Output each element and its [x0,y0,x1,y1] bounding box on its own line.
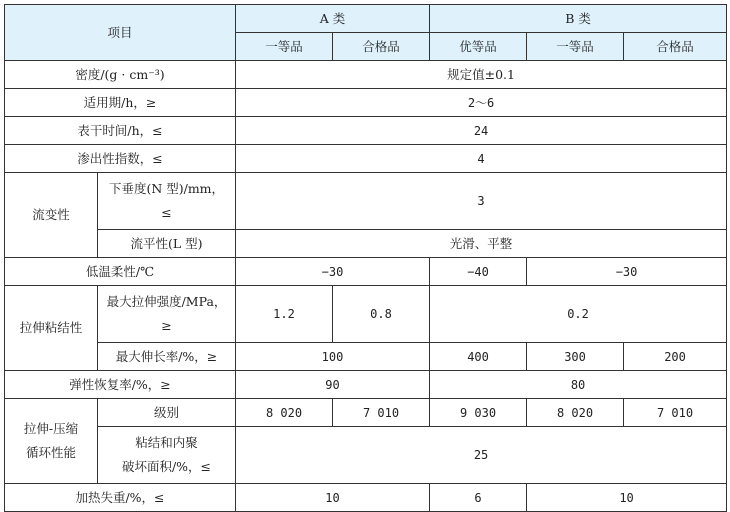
elongation-b-first: 300 [527,343,624,371]
rheology-label: 流变性 [5,173,98,258]
row-leveling [5,230,727,258]
cyclic-level-a-first: 8 020 [236,399,333,427]
row-pot-life [5,89,727,117]
specification-table [4,4,727,512]
low-temp-b-rest: −30 [527,258,727,286]
leveling-label: 流平性(L 型) [98,230,236,258]
elongation-b-qualified: 200 [624,343,727,371]
cyclic-level-b-qualified: 7 010 [624,399,727,427]
tensile-strength-line1: 最大拉伸强度/MPa， [106,294,227,309]
header-a-first-grade: 一等品 [236,33,333,61]
sag-label-line2: ≤ [161,205,172,220]
row-heat-loss [5,484,727,512]
header-class-b: B 类 [430,5,727,33]
heat-loss-b-rest: 10 [527,484,727,512]
low-temp-a: −30 [236,258,430,286]
tensile-strength-a-qualified: 0.8 [333,286,430,343]
density-label: 密度/(g · cm⁻³) [5,61,236,89]
header-b-qualified-grade: 合格品 [624,33,727,61]
heat-loss-b-superior: 6 [430,484,527,512]
header-a-qualified-grade: 合格品 [333,33,430,61]
sag-label [98,173,236,230]
tensile-strength-a-first: 1.2 [236,286,333,343]
pot-life-label: 适用期/h，≥ [5,89,236,117]
elongation-a: 100 [236,343,430,371]
recovery-b: 80 [430,371,727,399]
row-cyclic-level [5,399,727,427]
cyclic-level-b-superior: 9 030 [430,399,527,427]
row-tensile-strength [5,286,727,343]
cyclic-level-b-first: 8 020 [527,399,624,427]
row-low-temp [5,258,727,286]
cyclic-level-label: 级别 [98,399,236,427]
sag-label-line1: 下垂度(N 型)/mm， [108,181,225,196]
sag-value: 3 [236,173,727,230]
elongation-b-superior: 400 [430,343,527,371]
cyclic-damage-line2: 破坏面积/%，≤ [121,459,212,474]
cyclic-level-a-qualified: 7 010 [333,399,430,427]
recovery-label: 弹性恢复率/%，≥ [5,371,236,399]
heat-loss-label: 加热失重/%，≤ [5,484,236,512]
low-temp-label: 低温柔性/℃ [5,258,236,286]
leveling-value: 光滑、平整 [236,230,727,258]
row-bleeding [5,145,727,173]
bleeding-label: 渗出性指数，≤ [5,145,236,173]
header-class-a: A 类 [236,5,430,33]
tensile-label: 拉伸粘结性 [5,286,98,371]
row-sag [5,173,727,230]
cyclic-label-line1: 拉伸-压缩 [23,421,79,436]
pot-life-value: 2～6 [236,89,727,117]
recovery-a: 90 [236,371,430,399]
surface-dry-value: 24 [236,117,727,145]
header-b-superior-grade: 优等品 [430,33,527,61]
density-value: 规定值±0.1 [236,61,727,89]
heat-loss-a: 10 [236,484,430,512]
bleeding-value: 4 [236,145,727,173]
tensile-strength-label [98,286,236,343]
cyclic-damage-label [98,427,236,484]
header-item: 项目 [5,5,236,61]
tensile-strength-b: 0.2 [430,286,727,343]
low-temp-b-superior: −40 [430,258,527,286]
cyclic-label [5,399,98,484]
header-b-first-grade: 一等品 [527,33,624,61]
surface-dry-label: 表干时间/h，≤ [5,117,236,145]
row-density [5,61,727,89]
cyclic-label-line2: 循环性能 [25,445,76,460]
elongation-label: 最大伸长率/%，≥ [98,343,236,371]
row-recovery [5,371,727,399]
cyclic-damage-value: 25 [236,427,727,484]
cyclic-damage-line1: 粘结和内聚 [135,435,198,450]
header-row [5,5,727,33]
row-surface-dry [5,117,727,145]
tensile-strength-line2: ≥ [161,318,172,333]
row-cyclic-damage [5,427,727,484]
row-elongation [5,343,727,371]
